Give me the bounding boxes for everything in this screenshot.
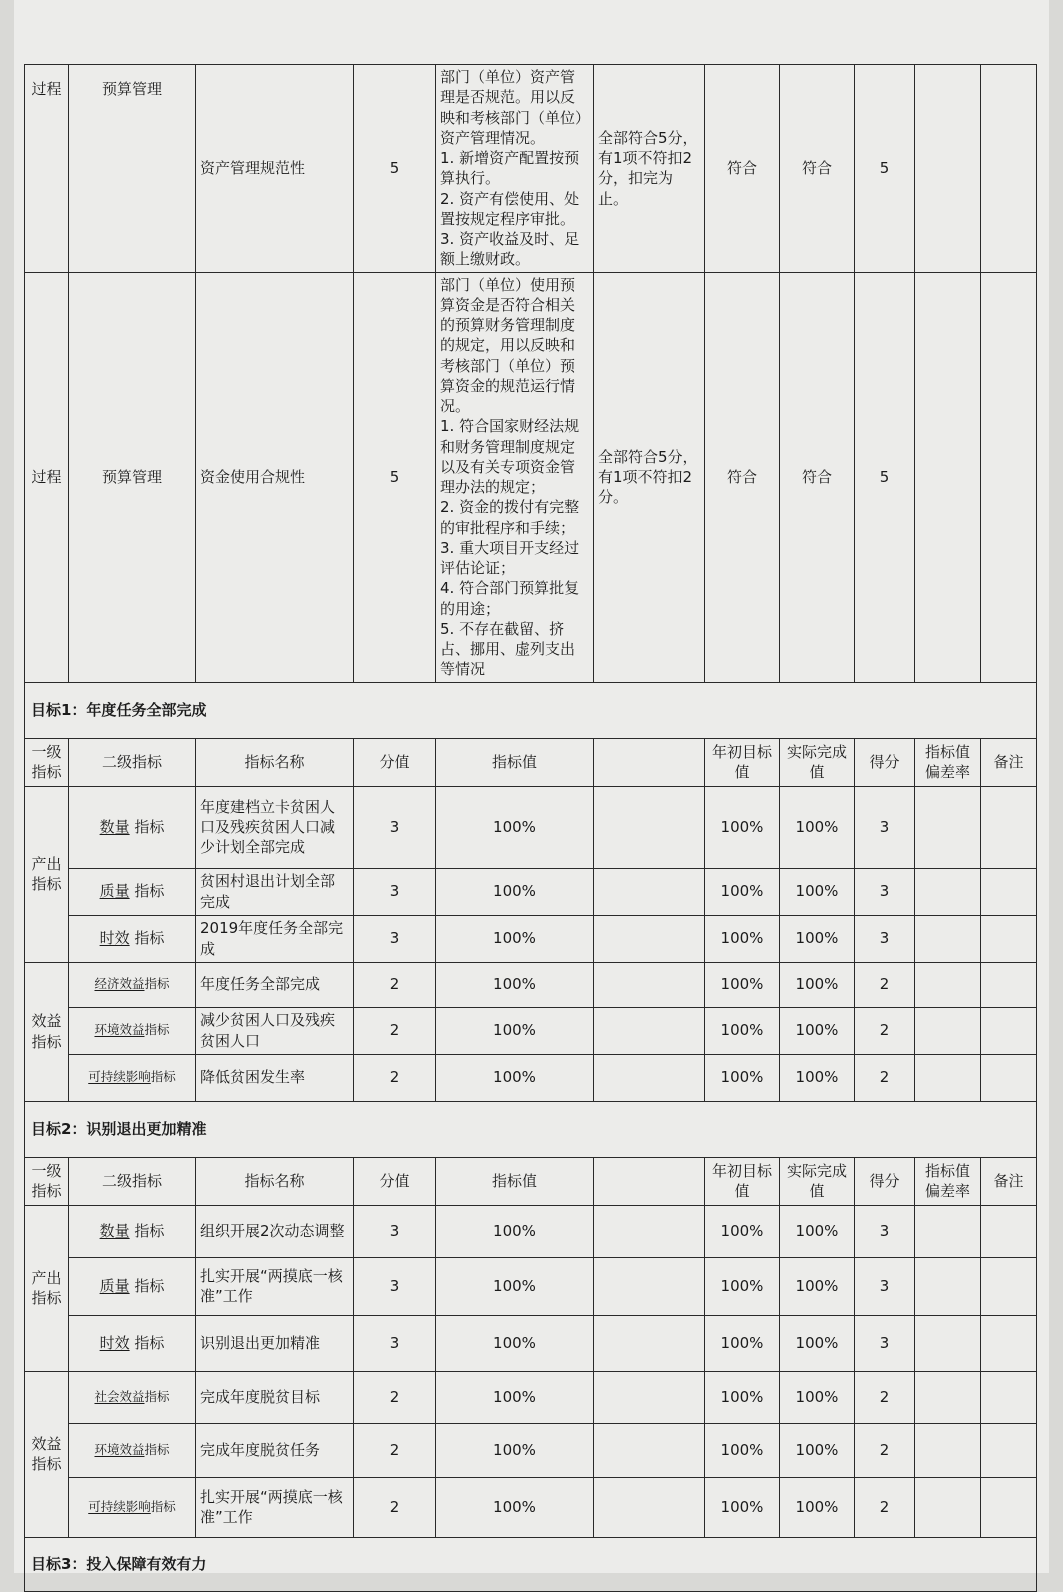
process-deviation-cell (915, 272, 981, 682)
level2-prefix: 环境效益 (94, 1441, 145, 1457)
score-cell: 2 (855, 962, 915, 1007)
process-score-cell: 5 (855, 65, 915, 273)
process-row (25, 65, 1037, 273)
deviation-cell (915, 1054, 981, 1101)
document-page (14, 0, 1049, 1573)
deviation-cell (915, 962, 981, 1007)
level2-suffix: 指标 (134, 1333, 165, 1352)
indicator-value-cell: 100% (436, 868, 594, 915)
level2-prefix: 质量 (99, 882, 130, 901)
indicator-row (25, 868, 1037, 915)
level2-suffix: 指标 (144, 1441, 170, 1457)
header-deviation: 指标值偏差率 (915, 1157, 981, 1205)
target-cell: 100% (705, 786, 780, 868)
indicator-row (25, 1371, 1037, 1423)
note-cell (981, 868, 1037, 915)
level2-cell (69, 1257, 196, 1315)
indicator-name-cell: 2019年度任务全部完成 (196, 915, 354, 962)
header-score-value: 分值 (354, 738, 436, 786)
actual-cell: 100% (780, 962, 855, 1007)
process-score-value-cell: 5 (354, 65, 436, 273)
level2-cell (69, 1423, 196, 1477)
level2-prefix: 环境效益 (94, 1022, 145, 1038)
level2-suffix: 指标 (144, 1388, 170, 1404)
header-blank (594, 738, 705, 786)
level2-cell (69, 1477, 196, 1537)
header-score: 得分 (855, 1157, 915, 1205)
indicator-row (25, 915, 1037, 962)
header-actual: 实际完成值 (780, 738, 855, 786)
score-value-cell: 3 (354, 1205, 436, 1257)
indicator-name-cell: 识别退出更加精准 (196, 1315, 354, 1371)
indicator-row (25, 1007, 1037, 1054)
goal-title: 目标3：投入保障有效有力 (25, 1537, 1037, 1591)
indicator-name-cell: 扎实开展“两摸底一核准”工作 (196, 1477, 354, 1537)
deviation-cell (915, 786, 981, 868)
header-note: 备注 (981, 1157, 1037, 1205)
note-cell (981, 1257, 1037, 1315)
actual-cell: 100% (780, 786, 855, 868)
blank-cell (594, 962, 705, 1007)
blank-cell (594, 1371, 705, 1423)
header-deviation: 指标值偏差率 (915, 738, 981, 786)
process-target-cell: 符合 (705, 65, 780, 273)
target-cell: 100% (705, 1007, 780, 1054)
blank-cell (594, 1205, 705, 1257)
deviation-cell (915, 1205, 981, 1257)
indicator-name-cell: 减少贫困人口及残疾贫困人口 (196, 1007, 354, 1054)
score-cell: 2 (855, 1054, 915, 1101)
actual-cell: 100% (780, 868, 855, 915)
actual-cell: 100% (780, 1054, 855, 1101)
process-row (25, 272, 1037, 682)
score-cell: 3 (855, 915, 915, 962)
level2-suffix: 指标 (150, 1069, 176, 1085)
description-paragraph: 3. 重大项目开支经过评估论证； (440, 538, 580, 577)
header-name: 指标名称 (196, 1157, 354, 1205)
note-cell (981, 1205, 1037, 1257)
process-note-cell (981, 65, 1037, 273)
level2-suffix: 指标 (150, 1498, 176, 1514)
deviation-cell (915, 915, 981, 962)
performance-evaluation-table (24, 64, 1037, 1592)
deviation-cell (915, 1477, 981, 1537)
target-cell: 100% (705, 1315, 780, 1371)
level2-suffix: 指标 (134, 882, 165, 901)
description-paragraph: 2. 资金的拨付有完整的审批程序和手续； (440, 498, 580, 537)
target-cell: 100% (705, 1205, 780, 1257)
goal-title-row (25, 682, 1037, 738)
level2-cell (69, 1205, 196, 1257)
header-row (25, 1157, 1037, 1205)
description-paragraph: 1. 新增资产配置按预算执行。 (440, 149, 580, 188)
header-note: 备注 (981, 738, 1037, 786)
header-level1: 一级指标 (25, 738, 69, 786)
blank-cell (594, 1315, 705, 1371)
process-actual-cell: 符合 (780, 65, 855, 273)
indicator-row (25, 786, 1037, 868)
actual-cell: 100% (780, 1205, 855, 1257)
score-cell: 3 (855, 786, 915, 868)
goal-title: 目标1：年度任务全部完成 (25, 682, 1037, 738)
target-cell: 100% (705, 1371, 780, 1423)
deviation-cell (915, 1315, 981, 1371)
header-target: 年初目标值 (705, 738, 780, 786)
description-paragraph: 4. 符合部门预算批复的用途； (440, 579, 580, 618)
score-cell: 3 (855, 1205, 915, 1257)
process-name-cell: 资金使用合规性 (196, 272, 354, 682)
deviation-cell (915, 1423, 981, 1477)
score-value-cell: 3 (354, 868, 436, 915)
level2-prefix: 社会效益 (94, 1388, 145, 1404)
description-paragraph: 部门（单位）资产管理是否规范。用以反映和考核部门（单位）资产管理情况。 (440, 68, 583, 147)
note-cell (981, 1477, 1037, 1537)
level1-cell: 效益指标 (25, 1371, 69, 1537)
actual-cell: 100% (780, 1371, 855, 1423)
indicator-value-cell: 100% (436, 786, 594, 868)
header-level2: 二级指标 (69, 738, 196, 786)
header-name: 指标名称 (196, 738, 354, 786)
indicator-name-cell: 贫困村退出计划全部完成 (196, 868, 354, 915)
note-cell (981, 1423, 1037, 1477)
score-value-cell: 2 (354, 962, 436, 1007)
blank-cell (594, 1257, 705, 1315)
indicator-value-cell: 100% (436, 1007, 594, 1054)
level2-suffix: 指标 (134, 817, 165, 836)
deviation-cell (915, 1007, 981, 1054)
process-deviation-cell (915, 65, 981, 273)
score-value-cell: 3 (354, 1315, 436, 1371)
description-paragraph: 3. 资产收益及时、足额上缴财政。 (440, 230, 580, 269)
level1-cell: 产出指标 (25, 1205, 69, 1371)
process-level1-cell: 过程 (25, 65, 69, 273)
header-row (25, 738, 1037, 786)
level1-cell: 效益指标 (25, 962, 69, 1101)
level2-suffix: 指标 (134, 1276, 165, 1295)
score-cell: 3 (855, 868, 915, 915)
indicator-row (25, 1477, 1037, 1537)
level2-suffix: 指标 (144, 976, 170, 992)
score-value-cell: 3 (354, 915, 436, 962)
score-value-cell: 2 (354, 1423, 436, 1477)
level2-prefix: 可持续影响 (88, 1498, 151, 1514)
description-paragraph: 2. 资产有偿使用、处置按规定程序审批。 (440, 189, 580, 228)
blank-cell (594, 1054, 705, 1101)
target-cell: 100% (705, 1257, 780, 1315)
indicator-name-cell: 完成年度脱贫任务 (196, 1423, 354, 1477)
score-cell: 2 (855, 1423, 915, 1477)
note-cell (981, 1315, 1037, 1371)
indicator-name-cell: 完成年度脱贫目标 (196, 1371, 354, 1423)
header-score: 得分 (855, 738, 915, 786)
header-target: 年初目标值 (705, 1157, 780, 1205)
deviation-cell (915, 868, 981, 915)
indicator-value-cell: 100% (436, 962, 594, 1007)
level2-prefix: 数量 (99, 817, 130, 836)
description-paragraph: 5. 不存在截留、挤占、挪用、虚列支出等情况 (440, 619, 576, 679)
level2-prefix: 经济效益 (94, 976, 145, 992)
process-score-cell: 5 (855, 272, 915, 682)
note-cell (981, 786, 1037, 868)
process-criteria-cell: 全部符合5分，有1项不符扣2分，扣完为止。 (594, 65, 705, 273)
level2-suffix: 指标 (134, 929, 165, 948)
process-actual-cell: 符合 (780, 272, 855, 682)
indicator-value-cell: 100% (436, 1371, 594, 1423)
score-value-cell: 2 (354, 1054, 436, 1101)
blank-cell (594, 1007, 705, 1054)
blank-cell (594, 915, 705, 962)
indicator-value-cell: 100% (436, 1423, 594, 1477)
indicator-value-cell: 100% (436, 1477, 594, 1537)
actual-cell: 100% (780, 915, 855, 962)
note-cell (981, 915, 1037, 962)
process-target-cell: 符合 (705, 272, 780, 682)
process-level1-cell: 过程 (25, 272, 69, 682)
indicator-name-cell: 降低贫困发生率 (196, 1054, 354, 1101)
indicator-name-cell: 组织开展2次动态调整 (196, 1205, 354, 1257)
header-indicator-value: 指标值 (436, 1157, 594, 1205)
blank-cell (594, 1423, 705, 1477)
level1-cell: 产出指标 (25, 786, 69, 962)
indicator-name-cell: 年度任务全部完成 (196, 962, 354, 1007)
level2-cell (69, 786, 196, 868)
score-cell: 2 (855, 1477, 915, 1537)
score-cell: 3 (855, 1257, 915, 1315)
process-criteria-cell: 全部符合5分，有1项不符扣2分。 (594, 272, 705, 682)
score-value-cell: 2 (354, 1477, 436, 1537)
indicator-row (25, 1257, 1037, 1315)
level2-cell (69, 962, 196, 1007)
score-cell: 2 (855, 1007, 915, 1054)
header-level2: 二级指标 (69, 1157, 196, 1205)
note-cell (981, 1007, 1037, 1054)
header-blank (594, 1157, 705, 1205)
score-value-cell: 2 (354, 1371, 436, 1423)
indicator-value-cell: 100% (436, 1257, 594, 1315)
indicator-row (25, 1205, 1037, 1257)
target-cell: 100% (705, 962, 780, 1007)
header-indicator-value: 指标值 (436, 738, 594, 786)
deviation-cell (915, 1257, 981, 1315)
score-cell: 3 (855, 1315, 915, 1371)
target-cell: 100% (705, 1477, 780, 1537)
level2-cell (69, 1007, 196, 1054)
score-cell: 2 (855, 1371, 915, 1423)
process-description-cell (436, 272, 594, 682)
blank-cell (594, 1477, 705, 1537)
indicator-value-cell: 100% (436, 1315, 594, 1371)
description-paragraph: 1. 符合国家财经法规和财务管理制度规定以及有关专项资金管理办法的规定； (440, 417, 580, 496)
process-note-cell (981, 272, 1037, 682)
table-body (25, 65, 1037, 1592)
level2-prefix: 可持续影响 (88, 1069, 151, 1085)
indicator-value-cell: 100% (436, 915, 594, 962)
indicator-value-cell: 100% (436, 1205, 594, 1257)
indicator-name-cell: 年度建档立卡贫困人口及残疾贫困人口减少计划全部完成 (196, 786, 354, 868)
indicator-row (25, 1423, 1037, 1477)
deviation-cell (915, 1371, 981, 1423)
target-cell: 100% (705, 868, 780, 915)
goal-title-row (25, 1537, 1037, 1591)
process-name-cell: 资产管理规范性 (196, 65, 354, 273)
header-level1: 一级指标 (25, 1157, 69, 1205)
score-value-cell: 3 (354, 1257, 436, 1315)
level2-prefix: 质量 (99, 1276, 130, 1295)
process-score-value-cell: 5 (354, 272, 436, 682)
level2-cell (69, 915, 196, 962)
actual-cell: 100% (780, 1315, 855, 1371)
actual-cell: 100% (780, 1257, 855, 1315)
level2-cell (69, 1371, 196, 1423)
indicator-value-cell: 100% (436, 1054, 594, 1101)
header-actual: 实际完成值 (780, 1157, 855, 1205)
target-cell: 100% (705, 915, 780, 962)
header-score-value: 分值 (354, 1157, 436, 1205)
process-description-cell (436, 65, 594, 273)
indicator-row (25, 1054, 1037, 1101)
score-value-cell: 3 (354, 786, 436, 868)
blank-cell (594, 868, 705, 915)
process-level2-cell: 预算管理 (69, 272, 196, 682)
blank-cell (594, 786, 705, 868)
level2-prefix: 时效 (99, 1333, 130, 1352)
level2-prefix: 数量 (99, 1221, 130, 1240)
goal-title: 目标2：识别退出更加精准 (25, 1101, 1037, 1157)
score-value-cell: 2 (354, 1007, 436, 1054)
level2-suffix: 指标 (144, 1022, 170, 1038)
level2-cell (69, 1054, 196, 1101)
goal-title-row (25, 1101, 1037, 1157)
indicator-name-cell: 扎实开展“两摸底一核准”工作 (196, 1257, 354, 1315)
note-cell (981, 1371, 1037, 1423)
level2-cell (69, 868, 196, 915)
target-cell: 100% (705, 1423, 780, 1477)
note-cell (981, 962, 1037, 1007)
description-paragraph: 部门（单位）使用预算资金是否符合相关的预算财务管理制度的规定，用以反映和考核部门（单位）预算资金的规范运行情况。 (440, 275, 576, 415)
note-cell (981, 1054, 1037, 1101)
actual-cell: 100% (780, 1423, 855, 1477)
target-cell: 100% (705, 1054, 780, 1101)
actual-cell: 100% (780, 1007, 855, 1054)
actual-cell: 100% (780, 1477, 855, 1537)
level2-suffix: 指标 (134, 1221, 165, 1240)
level2-cell (69, 1315, 196, 1371)
indicator-row (25, 962, 1037, 1007)
indicator-row (25, 1315, 1037, 1371)
level2-prefix: 时效 (99, 929, 130, 948)
process-level2-cell: 预算管理 (69, 65, 196, 273)
